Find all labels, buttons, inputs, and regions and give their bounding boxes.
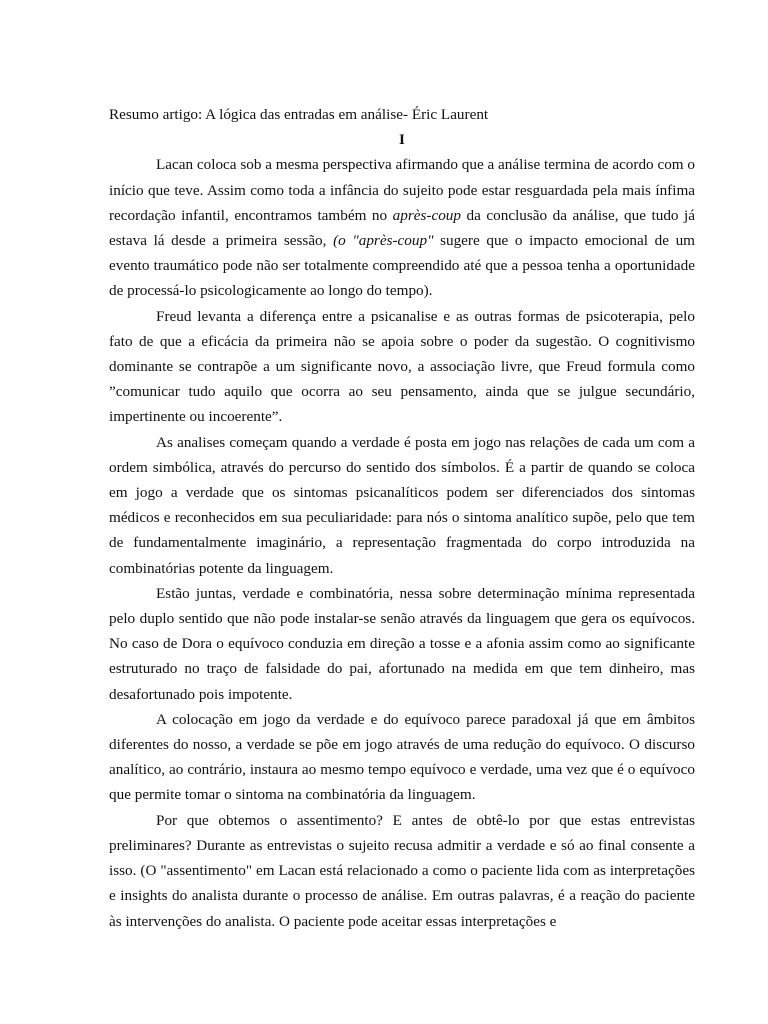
paragraph-1-italic-term: après-coup xyxy=(392,206,461,224)
paragraph-3: As analises começam quando a verdade é posta em jogo nas relações de cada um com a ordem simbólica, através do percurso do sentido dos símbolos. É a partir de quando se coloca em jogo a verdade que os sintomas psicanalíticos podem ser diferenciados dos sintomas médicos e reconhecidos em sua peculiaridade: para nós o sintoma analítico supõe, pelo que tem de fundamentalmente imaginário, a representação fragmentada do corpo introduzida na combinatórias potente da linguagem. xyxy=(109,433,695,577)
paragraph-1-italic-note: (o "après-coup" xyxy=(333,232,434,250)
paragraph-4: Estão juntas, verdade e combinatória, nessa sobre determinação mínima representada pelo duplo sentido que não pode instalar-se senão através da linguagem que gera os equívocos. No caso de Dora o equívoco conduzia em direção a tosse e a afonia assim como ao significante estruturado no traço de falsidade do pai, afortunado na medida em que tem dinheiro, mas desafortunado pois impotente. xyxy=(109,584,695,703)
paragraph-5: A colocação em jogo da verdade e do equívoco parece paradoxal já que em âmbitos diferentes do nosso, a verdade se põe em jogo através de uma redução do equívoco. O discurso analítico, ao contrário, instaura ao mesmo tempo equívoco e verdade, uma vez que é o equívoco que permite tomar o sintoma na combinatória da linguagem. xyxy=(109,710,695,804)
paragraph-1 xyxy=(109,152,695,303)
paragraph-1-text-c: da conclusão da análise, que tudo já estava lá desde a primeira sessão, xyxy=(109,206,695,250)
document-title: Resumo artigo: A lógica das entradas em análise- Éric Laurent xyxy=(109,106,489,123)
section-heading: I xyxy=(399,131,405,149)
document-page xyxy=(109,102,695,934)
paragraph-6: Por que obtemos o assentimento? E antes de obtê-lo por que estas entrevistas preliminares? Durante as entrevistas o sujeito recusa admitir a verdade e só ao final consente a isso. (O "assentimento" em Lacan está relacionado a como o paciente lida com as interpretações e insights do analista durante o processo de análise. Em outras palavras, é a reação do paciente às intervenções do analista. O paciente pode aceitar essas interpretações e xyxy=(109,811,695,930)
paragraph-1-text-a: Lacan coloca sob a mesma perspectiva afirmando que a análise termina de acordo com o início que teve. Assim como toda a infância do sujeito pode estar resguardada pela mais ínfima recordação infantil, encontramos também no xyxy=(109,156,695,224)
paragraph-2: Freud levanta a diferença entre a psicanalise e as outras formas de psicoterapia, pelo fato de que a eficácia da primeira não se apoia sobre o poder da sugestão. O cognitivismo dominante se contrapõe a um significante novo, a associação livre, que Freud formula como ”comunicar tudo aquilo que ocorra ao seu pensamento, ainda que se julgue secundário, impertinente ou incoerente”. xyxy=(109,307,695,426)
paragraph-1-text-e: sugere que o impacto emocional de um evento traumático pode não ser totalmente compreendido até que a pessoa tenha a oportunidade de processá-lo psicologicamente ao longo do tempo). xyxy=(109,232,695,300)
